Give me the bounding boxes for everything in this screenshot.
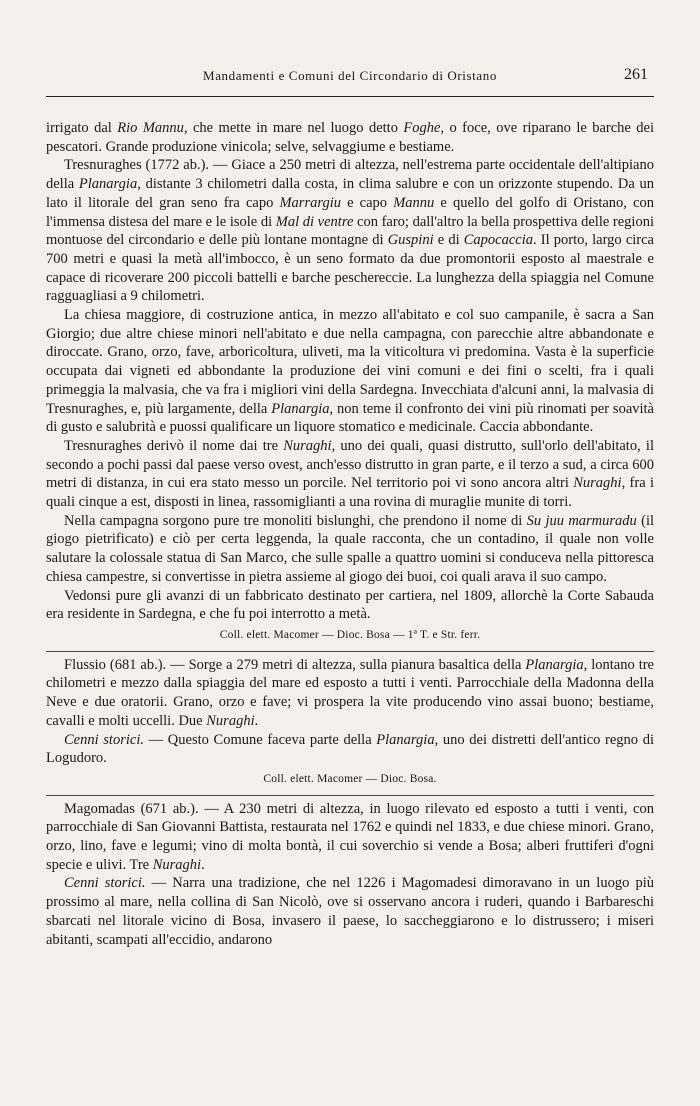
tresnuraghes-paragraph-3: Tresnuraghes derivò il nome dai tre Nuraghi, uno dei quali, quasi distrutto, sull'orlo dell'abitato, il secondo a pochi passi dal paese verso ovest, anch'esso distrutto in gran parte, e il terzo a sud, a circa 600 metri di distanza, in cui era stato messo un porcile. Nel territorio poi vi sono ancora altri Nuraghi, fra i quali cinque a est, disposti in linea, rassomiglianti a una rovina di muraglie munite di torri. <box>46 437 654 511</box>
section-divider <box>46 651 654 652</box>
magomadas-paragraph-2: Cenni storici. — Narra una tradizione, che nel 1226 i Magomadesi dimoravano in un luogo più prossimo al mare, nella collina di San Nicolò, ove si osservano ancora i ruderi, quando i Barbareschi sbarcati nel litorale vicino di Bosa, invasero il paese, lo saccheggiarono e lo distrussero; i miseri abitanti, scampati all'eccidio, andarono <box>46 875 655 948</box>
page-body <box>46 119 654 949</box>
header-rule <box>46 96 654 97</box>
tresnuraghes-signature-line: Coll. elett. Macomer — Dioc. Bosa — 1ª T. e Str. ferr. <box>219 628 481 641</box>
tresnuraghes-paragraph-4: Nella campagna sorgono pure tre monoliti bislunghi, che prendono il nome di Su juu marmuradu (il giogo pietrificato) e ciò per certa leggenda, la quale racconta, che un contadino, il quale non volle salutare la colossale statua di San Marco, che sulle spalle a quattro uomini si conduceva nella pittoresca chiesa campestre, si convertisse in pietra assieme al giogo dei buoi, coi quali arava il suo campo. <box>46 512 654 585</box>
flussio-paragraph-1: Flussio (681 ab.). — Sorge a 279 metri di altezza, sulla pianura basaltica della Planargia, lontano tre chilometri e mezzo dalla spiaggia del mare ed esposto a tutti i venti. Parrocchiale della Madonna della Neve e due oratorii. Grano, orzo e fave; vi prospera la vite producendo vino assai buono; bestiame, cavalli e molti uccelli. Due Nuraghi. <box>46 656 654 729</box>
flussio-signature-line: Coll. elett. Macomer — Dioc. Bosa. <box>263 772 437 785</box>
tresnuraghes-paragraph-1: Tresnuraghes (1772 ab.). — Giace a 250 metri di altezza, nell'estrema parte occidentale dell'altipiano della Planargia, distante 3 chilometri dalla costa, in clima salubre e con un orizzonte stupendo. Da un lato il litorale del gran seno fra capo Marrargiu e capo Mannu e quello del golfo di Oristano, con l'immensa distesa del mare e le isole di Mal di ventre con faro; dall'altro la bella prospettiva delle regioni montuose del circondario e delle più lontane montagne di Guspini e di Capocaccia. Il porto, largo circa 700 metri e quasi la metà all'imbocco, è un seno formato da due promontorii esposto al maestrale e capace di ricoverare 200 piccoli battelli e barche peschereccie. La lunghezza della spiaggia nel Comune ragguagliasi a 9 chilometri. <box>46 157 654 305</box>
section-divider <box>46 795 654 796</box>
flussio-paragraph-2: Cenni storici. — Questo Comune faceva parte della Planargia, uno dei distretti dell'antico regno di Logudoro. <box>46 731 654 767</box>
tresnuraghes-paragraph-2: La chiesa maggiore, di costruzione antica, in mezzo all'abitato e col suo campanile, è sacra a San Giorgio; due altre chiese minori nell'abitato e due nella campagna, con parecchie altre abbandonate e diroccate. Grano, orzo, fave, arboricoltura, uliveti, ma la viticoltura vi predomina. Vasta è la superficie occupata dai vigneti ed abbondante la produzione dei vini comuni e dei fini o scelti, fra i quali primeggia la malvasia, che va fra i migliori vini della Sardegna. Invecchiata d'alcuni anni, la malvasia di Tresnuraghes, e, più largamente, della Planargia, non teme il confronto dei vini più rinomati per soavità di gusto e salubrità e puossi qualificare un liquore stomatico e medicinale. Caccia abbondante. <box>46 307 654 436</box>
header-title: Mandamenti e Comuni del Circondario di Oristano <box>203 68 497 83</box>
page-number: 261 <box>624 66 648 83</box>
entry-title-magomadas: Magomadas (671 ab.). <box>64 800 199 817</box>
magomadas-paragraph-1: Magomadas (671 ab.). — A 230 metri di altezza, in luogo rilevato ed esposto a tutti i venti, con parrocchiale di San Giovanni Battista, restaurata nel 1762 e quindi nel 1833, e due chiese minori. Grano, orzo, lino, fave e legumi; vino di molta bontà, il cui soverchio si vende a Bosa; alberi fruttiferi d'ogni specie e ulivi. Tre Nuraghi. <box>46 800 654 873</box>
tresnuraghes-paragraph-5: Vedonsi pure gli avanzi di un fabbricato destinato per cartiera, nel 1809, allorchè la Corte Sabauda era residente in Sardegna, e che fu poi interrotto a metà. <box>46 587 654 623</box>
running-header <box>46 66 654 90</box>
entry-title-flussio: Flussio (681 ab.). <box>64 656 167 673</box>
intro-paragraph: irrigato dal Rio Mannu, che mette in mare nel luogo detto Foghe, o foce, ove riparano le barche dei pescatori. Grande produzione vinicola; selve, selvaggiume e bestiame. <box>46 120 655 155</box>
entry-title-tresnuraghes: Tresnuraghes (1772 ab.). <box>64 157 210 174</box>
